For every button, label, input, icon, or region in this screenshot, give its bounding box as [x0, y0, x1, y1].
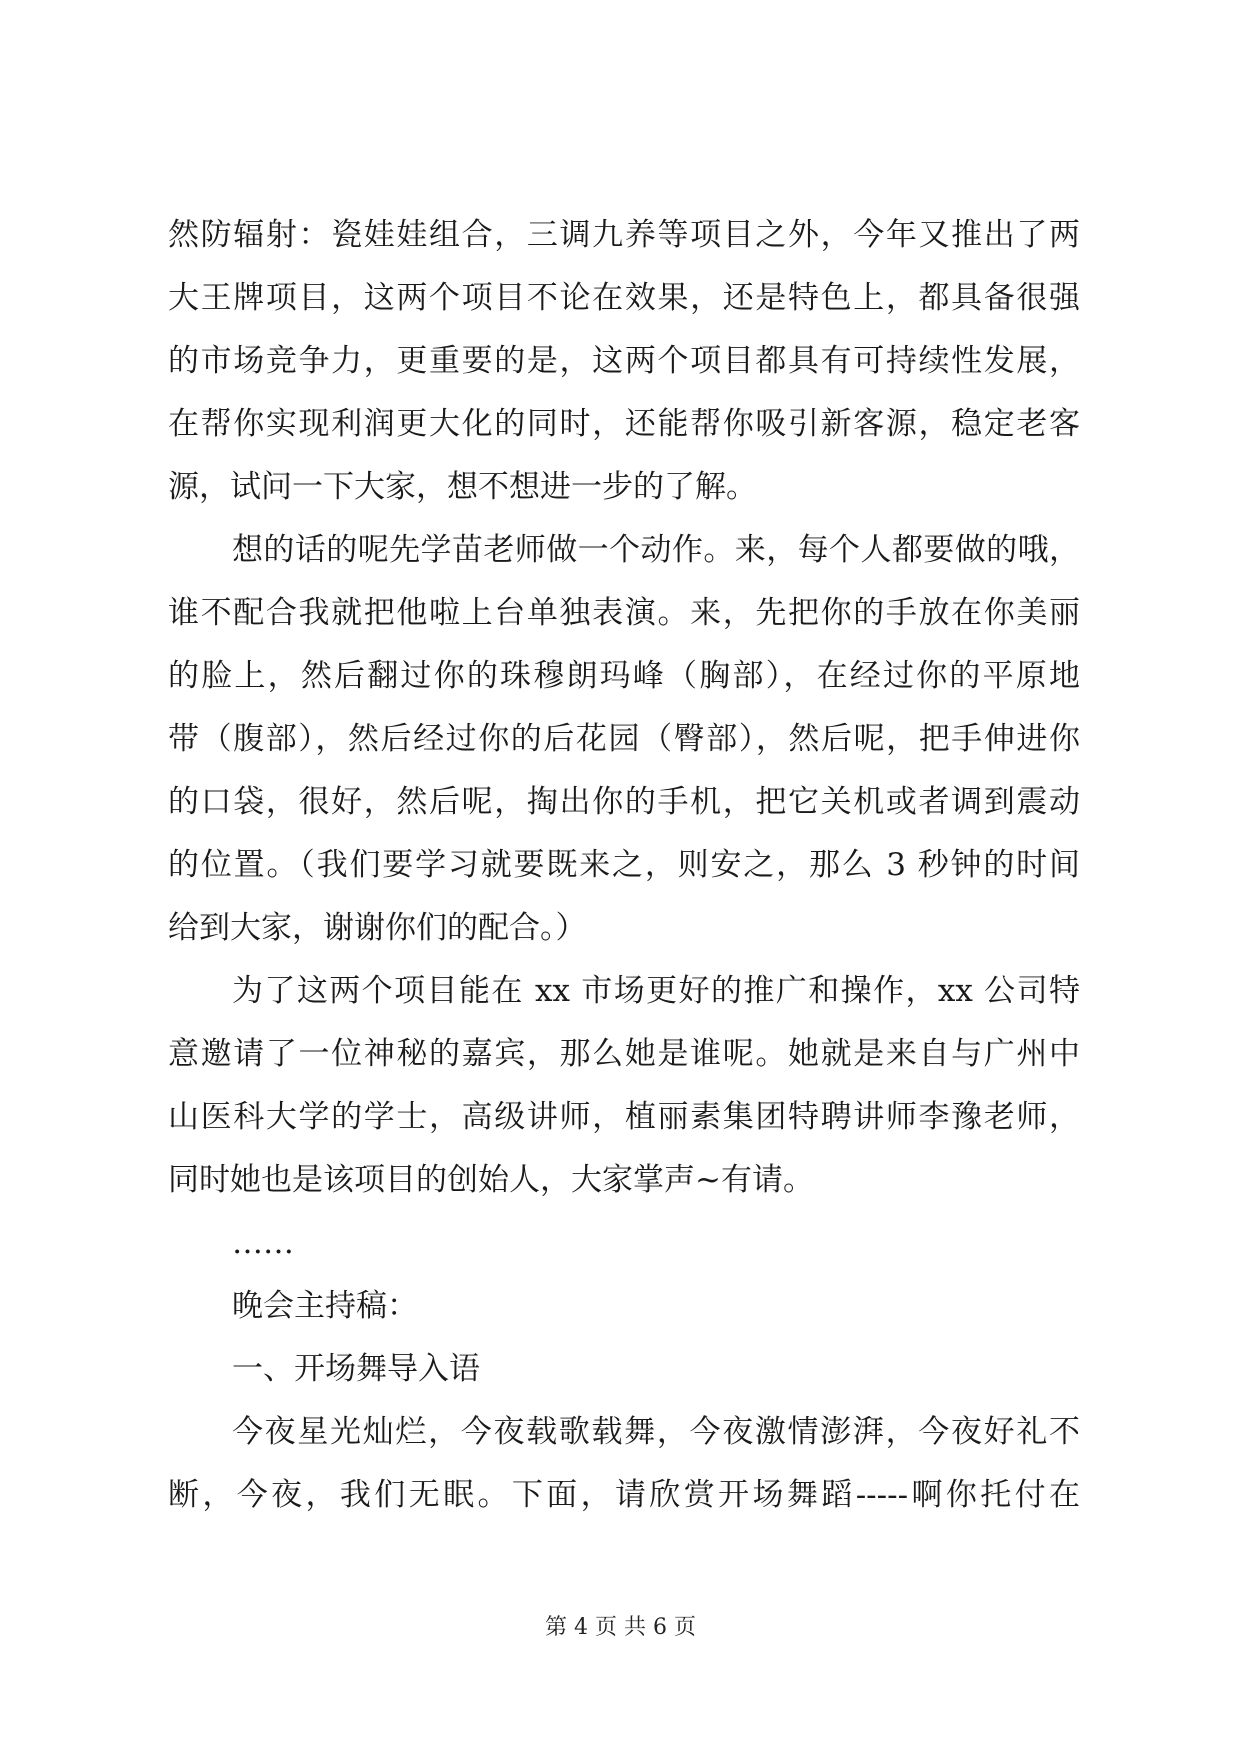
paragraph-line: 意邀请了一位神秘的嘉宾，那么她是谁呢。她就是来自与广州中 [168, 1036, 1080, 1072]
paragraph-line: 的脸上，然后翻过你的珠穆朗玛峰（胸部），在经过你的平原地 [168, 658, 1080, 694]
paragraph-line: 然防辐射：瓷娃娃组合，三调九养等项目之外，今年又推出了两 [168, 217, 1080, 253]
paragraph-line: 带（腹部），然后经过你的后花园（臀部），然后呢，把手伸进你 [168, 721, 1080, 757]
paragraph-line: 的口袋，很好，然后呢，掏出你的手机，把它关机或者调到震动 [168, 784, 1080, 820]
paragraph-line: 断，今夜，我们无眠。下面，请欣赏开场舞蹈-----啊你托付在 [168, 1477, 1080, 1513]
document-body [168, 204, 1080, 1527]
paragraph-line: 同时她也是该项目的创始人，大家掌声~有请。 [168, 1162, 814, 1198]
paragraph-line: 谁不配合我就把他啦上台单独表演。来，先把你的手放在你美丽 [168, 595, 1080, 631]
paragraph-line: 为了这两个项目能在 xx 市场更好的推广和操作，xx 公司特 [232, 973, 1080, 1009]
paragraph-line: 想的话的呢先学苗老师做一个动作。来，每个人都要做的哦， [232, 532, 1080, 568]
paragraph-line: 的市场竞争力，更重要的是，这两个项目都具有可持续性发展， [168, 343, 1080, 379]
paragraph-line: 山医科大学的学士，高级讲师，植丽素集团特聘讲师李豫老师， [168, 1099, 1080, 1135]
paragraph-line: 源，试问一下大家，想不想进一步的了解。 [168, 469, 757, 505]
ellipsis-line: …… [232, 1225, 294, 1261]
section-heading: 晚会主持稿： [232, 1288, 418, 1324]
paragraph-line: 给到大家，谢谢你们的配合。） [168, 910, 587, 946]
paragraph-line: 的位置。（我们要学习就要既来之，则安之，那么 3 秒钟的时间 [168, 847, 1080, 883]
subsection-heading: 一、开场舞导入语 [232, 1351, 480, 1387]
paragraph-line: 在帮你实现利润更大化的同时，还能帮你吸引新客源，稳定老客 [168, 406, 1080, 442]
paragraph-line: 今夜星光灿烂，今夜载歌载舞，今夜激情澎湃，今夜好礼不 [232, 1414, 1080, 1450]
page-number-footer: 第 4 页 共 6 页 [545, 1615, 696, 1640]
paragraph-line: 大王牌项目，这两个项目不论在效果，还是特色上，都具备很强 [168, 280, 1080, 316]
